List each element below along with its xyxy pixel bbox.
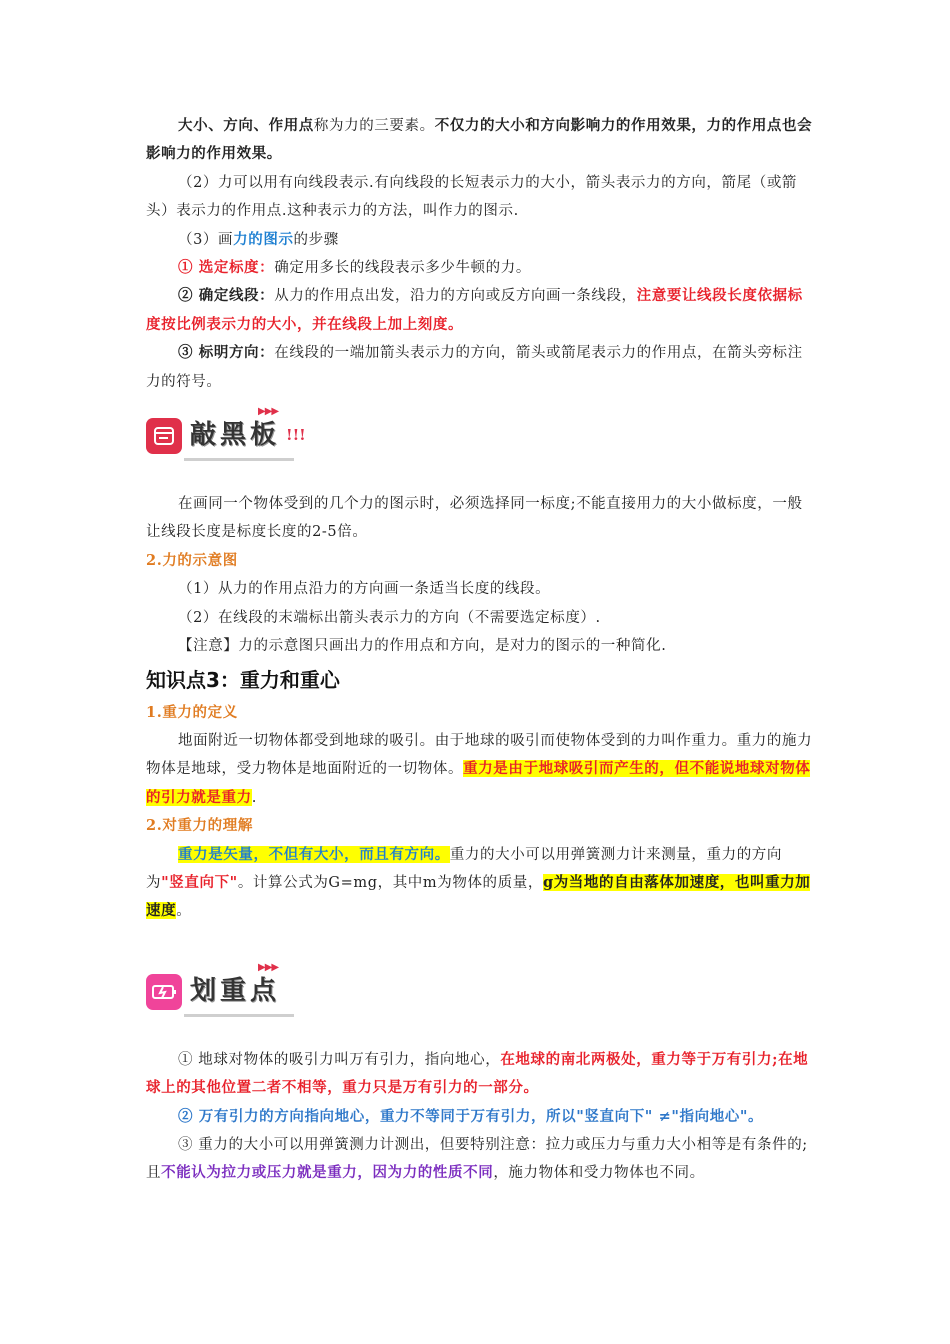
key-point-1: ① 地球对物体的吸引力叫万有引力，指向地心，在地球的南北两极处，重力等于万有引力;在地球上的其他位置二者不相等，重力只是万有引力的一部分。 [146, 1050, 809, 1097]
key-point-3: ③ 重力的大小可以用弹簧测力计测出，但要特别注意：拉力或压力与重力大小相等是有条件的;且不能认为拉力或压力就是重力，因为力的性质不同，施力物体和受力物体也不同。 [146, 1136, 808, 1182]
banner-underline [184, 1014, 294, 1017]
key-point-2: ② 万有引力的方向指向地心，重力不等同于万有引力，所以"竖直向下" ≠"指向地心"。 [178, 1107, 764, 1125]
gravity-understanding-paragraph: 重力是矢量，不但有大小，而且有方向。重力的大小可以用弹簧测力计来测量，重力的方向为"竖直向下"。计算公式为G=mg，其中m为物体的质量，g为当地的自由落体加速度，也叫重力加速度。 [146, 845, 811, 920]
battery-icon [146, 974, 182, 1010]
exclamation-marks: !!! [286, 426, 306, 445]
gravity-definition-title: 1.重力的定义 [146, 703, 238, 721]
schematic-step-2: （2）在线段的末端标出箭头表示力的方向（不需要选定标度）. [178, 609, 601, 626]
document-page [146, 112, 816, 1188]
three-elements-term: 大小、方向、作用点 [178, 117, 314, 134]
gravity-definition-paragraph: 地面附近一切物体都受到地球的吸引。由于地球的吸引而使物体受到的力叫作重力。重力的施力物体是地球，受力物体是地面附近的一切物体。重力是由于地球吸引而产生的，但不能说地球对物体的引力就是重力. [146, 732, 813, 806]
three-elements-paragraph: 大小、方向、作用点称为力的三要素。不仅力的大小和方向影响力的作用效果，力的作用点也会影响力的作用效果。 [146, 117, 813, 163]
knock-blackboard-banner [146, 406, 816, 466]
arrows-icon: ▶▶▶ [258, 961, 279, 973]
schematic-note: 【注意】力的示意图只画出力的作用点和方向，是对力的图示的一种简化. [178, 638, 667, 655]
knowledge-point-3-heading: 知识点3：重力和重心 [146, 667, 340, 692]
step-2: ② 确定线段：从力的作用点出发，沿力的方向或反方向画一条线段，注意要让线段长度依据标度按比例表示力的大小，并在线段上加上刻度。 [146, 287, 803, 333]
banner-underline [184, 458, 294, 461]
key-points-banner [146, 962, 816, 1022]
section-title-schematic: 2.力的示意图 [146, 551, 238, 569]
schematic-step-1: （1）从力的作用点沿力的方向画一条适当长度的线段。 [178, 581, 551, 598]
arrows-icon: ▶▶▶ [258, 406, 279, 418]
steps-heading: （3）画力的图示的步骤 [178, 230, 339, 248]
banner-title: 敲黑板 [190, 420, 281, 451]
step-1: ① 选定标度：确定用多长的线段表示多少牛顿的力。 [178, 259, 531, 277]
step-3: ③ 标明方向：在线段的一端加箭头表示力的方向，箭头或箭尾表示力的作用点，在箭头旁标注力的符号。 [146, 344, 803, 390]
calendar-icon [146, 418, 182, 454]
gravity-understanding-title: 2.对重力的理解 [146, 817, 253, 835]
force-diagram-paragraph: （2）力可以用有向线段表示.有向线段的长短表示力的大小，箭头表示力的方向，箭尾（或箭头）表示力的作用点.这种表示力的方法，叫作力的图示. [146, 174, 798, 220]
banner-title: 划重点 [190, 975, 281, 1006]
note-paragraph: 在画同一个物体受到的几个力的图示时，必须选择同一标度;不能直接用力的大小做标度，一般让线段长度是标度长度的2-5倍。 [146, 496, 803, 541]
